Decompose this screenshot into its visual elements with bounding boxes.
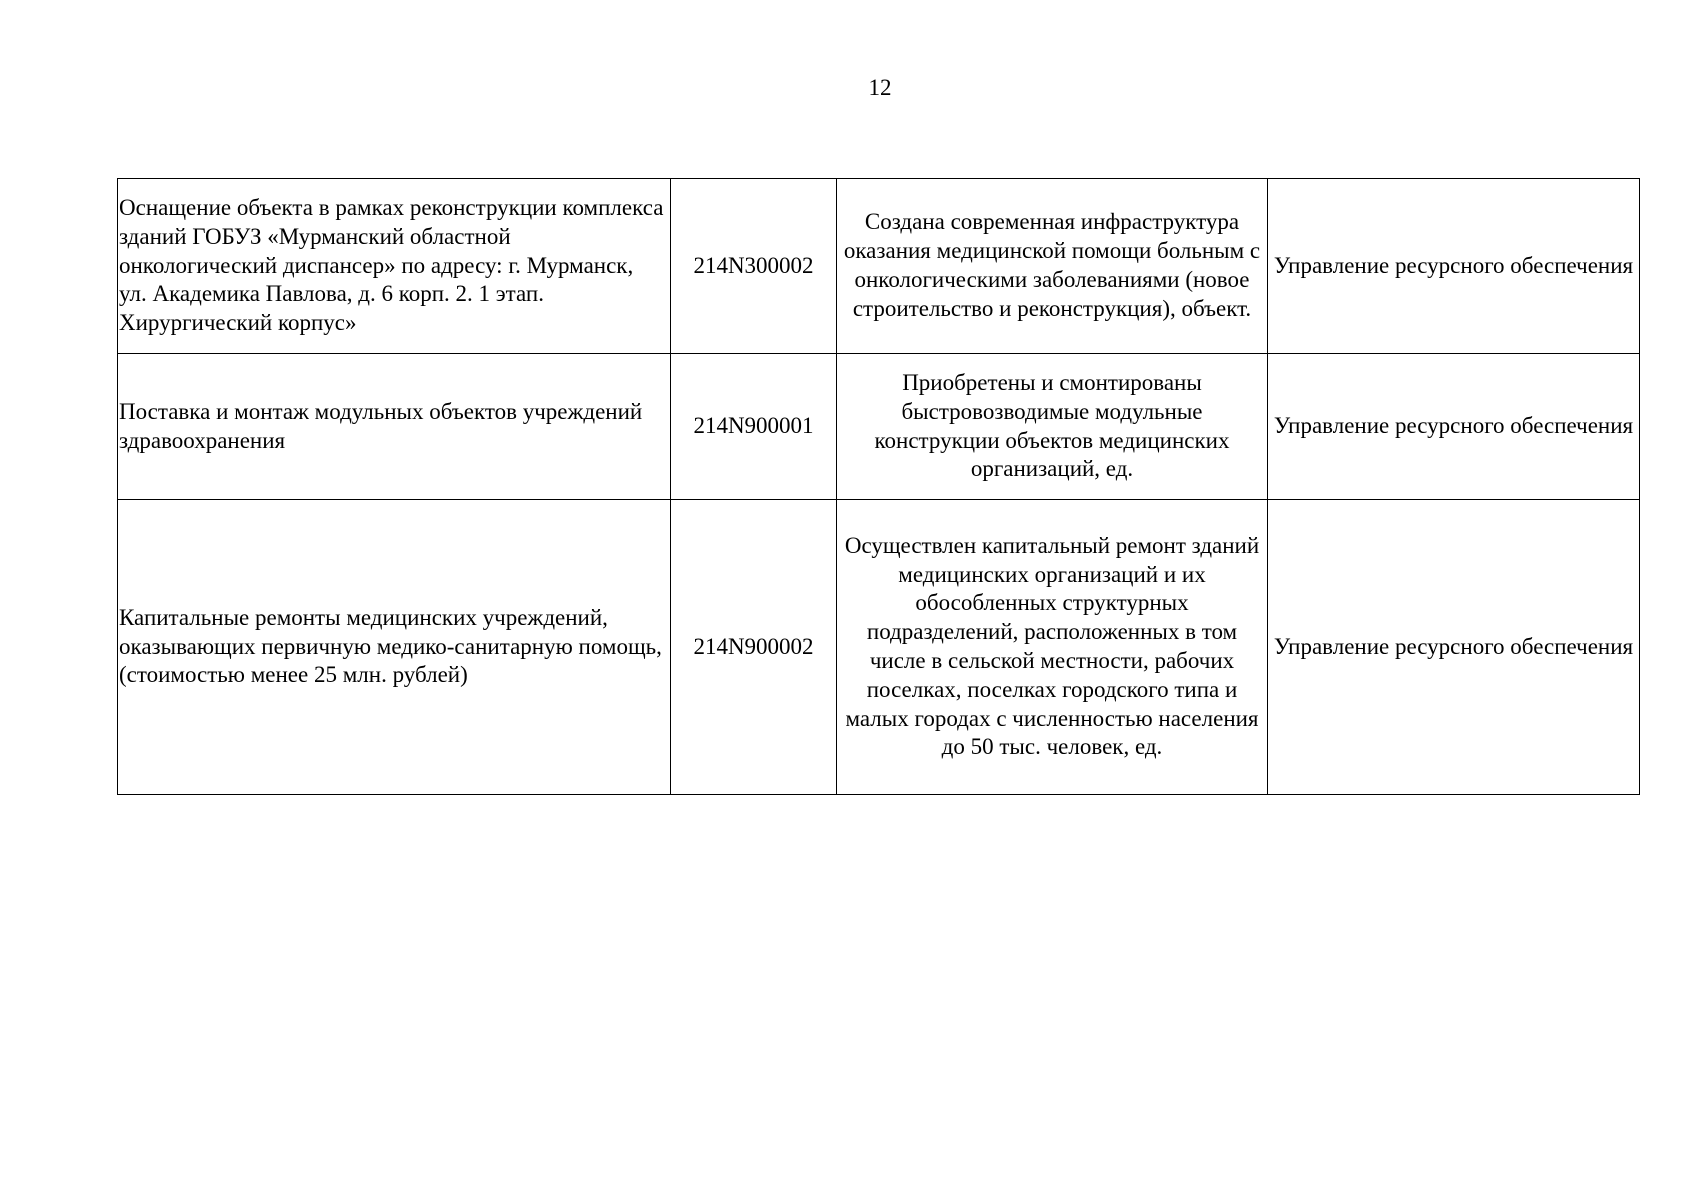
table-row [118, 500, 1640, 795]
object-code-cell: 214N300002 [671, 179, 837, 354]
table-row [118, 179, 1640, 354]
result-cell: Приобретены и смонтированы быстровозводимые модульные конструкции объектов медицинских организаций, ед. [837, 354, 1268, 500]
department-cell: Управление ресурсного обеспечения [1268, 500, 1640, 795]
document-table [117, 178, 1640, 795]
object-code-cell: 214N900002 [671, 500, 837, 795]
table-row [118, 354, 1640, 500]
result-cell: Осуществлен капитальный ремонт зданий медицинских организаций и их обособленных структурных подразделений, расположенных в том числе в сельской местности, рабочих поселках, поселках городского типа и малых городах с численностью населения до 50 тыс. человек, ед. [837, 500, 1268, 795]
object-code-cell: 214N900001 [671, 354, 837, 500]
object-name-cell: Поставка и монтаж модульных объектов учреждений здравоохранения [118, 354, 671, 500]
page-number: 12 [868, 75, 892, 100]
object-name-cell: Оснащение объекта в рамках реконструкции комплекса зданий ГОБУЗ «Мурманский областной онкологический диспансер» по адресу: г. Мурманск, ул. Академика Павлова, д. 6 корп. 2. 1 этап. Хирургический корпус» [118, 179, 671, 354]
department-cell: Управление ресурсного обеспечения [1268, 179, 1640, 354]
result-cell: Создана современная инфраструктура оказания медицинской помощи больным с онкологическими заболеваниями (новое строительство и реконструкция), объект. [837, 179, 1268, 354]
object-name-cell: Капитальные ремонты медицинских учреждений, оказывающих первичную медико-санитарную помощь, (стоимостью менее 25 млн. рублей) [118, 500, 671, 795]
department-cell: Управление ресурсного обеспечения [1268, 354, 1640, 500]
